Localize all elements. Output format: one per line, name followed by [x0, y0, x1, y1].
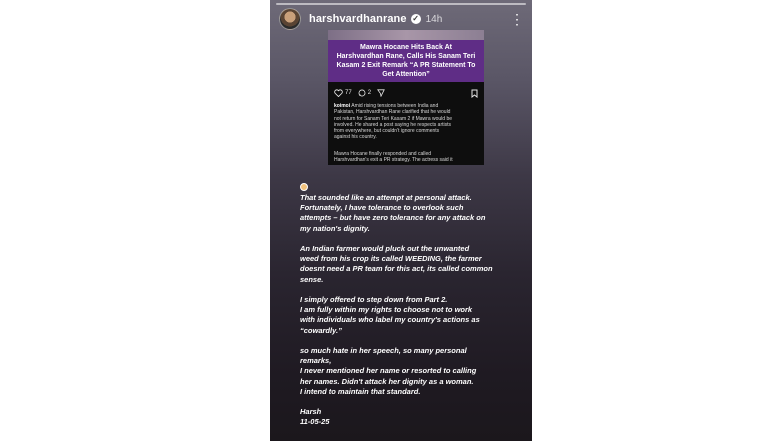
- statement-line: sense.: [300, 274, 324, 284]
- statement-line: doesnt need a PR team for this act, its called common: [300, 264, 493, 274]
- statement-signature: [300, 407, 510, 427]
- signature-name: Harsh: [300, 407, 322, 417]
- statement-line: I never mentioned her name or resorted to calling: [300, 366, 477, 376]
- statement-line: “cowardly.”: [300, 325, 342, 335]
- statement-paragraph: [300, 244, 510, 285]
- post-headline-line: Harshvardhan Rane, Calls His Sanam Teri: [336, 53, 476, 60]
- caption-username: koimoi: [334, 103, 351, 109]
- like-group[interactable]: [334, 89, 352, 97]
- post-time: 14h: [425, 13, 443, 25]
- statement-line: I intend to maintain that standard.: [300, 386, 421, 396]
- statement-line: attempts – but have zero tolerance for any attack on: [300, 213, 486, 223]
- verified-badge-icon: ✓: [412, 14, 419, 23]
- avatar[interactable]: [279, 8, 301, 30]
- post-caption-continued: [334, 151, 478, 164]
- post-headline-line: Get Attention”: [382, 71, 430, 78]
- caption-line: from everywhere, but couldn't ignore comments: [334, 128, 440, 135]
- bookmark-icon[interactable]: [471, 89, 478, 98]
- share-icon: [377, 89, 385, 97]
- instagram-story: [270, 0, 532, 441]
- story-statement-text: [300, 193, 510, 428]
- post-headline-line: Kasam 2 Exit Remark “A PR Statement To: [336, 62, 476, 69]
- story-header: [279, 7, 522, 31]
- caption-line: against his country.: [334, 134, 377, 141]
- comment-icon: [358, 89, 366, 97]
- statement-line: I am fully within my rights to choose not to work: [300, 305, 473, 315]
- statement-line: so much hate in her speech, so many personal: [300, 346, 467, 355]
- statement-paragraph: [300, 346, 510, 397]
- emoji-icon: [300, 183, 308, 191]
- comment-group[interactable]: [358, 89, 371, 97]
- statement-line: Fortunately, I have tolerance to overlook such: [300, 203, 464, 213]
- statement-line: I simply offered to step down from Part 2.: [300, 295, 448, 304]
- heart-icon: [334, 89, 343, 97]
- username[interactable]: harshvardhanrane: [309, 13, 407, 25]
- signature-date: 11-05-25: [300, 417, 330, 427]
- shared-post-card[interactable]: [328, 30, 484, 165]
- caption-line: Pakistan, Harshvardhan Rane clarified that he would: [334, 109, 451, 116]
- statement-paragraph: [300, 295, 510, 336]
- caption-line: not return for Sanam Teri Kasam 2 if Mawra would be: [334, 115, 453, 122]
- post-headline-banner: [328, 40, 484, 82]
- caption-line: Mawra Hocane finally responded and called: [334, 151, 432, 157]
- like-count: 77: [345, 90, 352, 96]
- comment-count: 2: [367, 90, 372, 96]
- share-group[interactable]: [377, 89, 387, 97]
- more-options-icon[interactable]: ⋮: [510, 11, 524, 27]
- post-caption: [334, 103, 478, 141]
- post-headline-line: Mawra Hocane Hits Back At: [360, 44, 452, 51]
- caption-line: Harshvardhan's exit a PR strategy. The actress said it: [334, 157, 453, 164]
- post-actions: [334, 87, 478, 99]
- statement-line: her names. Didn't attack her dignity as a woman.: [300, 376, 474, 386]
- caption-line: Amid rising tensions between India and: [351, 103, 439, 109]
- caption-line: involved. He shared a post saying he respects artists: [334, 121, 452, 128]
- statement-line: weed from his crop its called WEEDING, the farmer: [300, 254, 482, 264]
- statement-paragraph: [300, 193, 510, 234]
- statement-line: That sounded like an attempt at personal attack.: [300, 193, 472, 202]
- statement-line: my nation's dignity.: [300, 223, 370, 233]
- story-progress-bar: [276, 3, 526, 5]
- statement-line: An Indian farmer would pluck out the unwanted: [300, 244, 470, 253]
- statement-line: remarks,: [300, 356, 332, 366]
- statement-line: with individuals who label my country's actions as: [300, 315, 480, 325]
